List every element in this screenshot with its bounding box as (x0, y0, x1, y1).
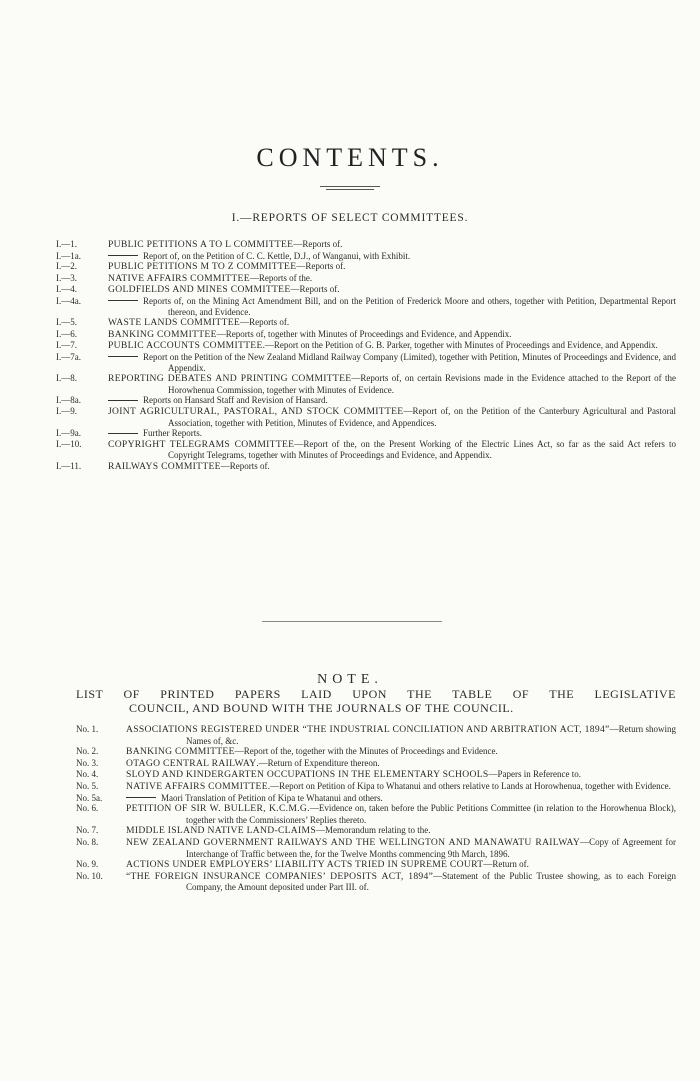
entry-description: Report of, on the Petition of C. C. Kettle, D.J., of Wanganui, with Exhibit. (143, 250, 411, 261)
entry-text (126, 758, 676, 770)
entry-title: REPORTING DEBATES AND PRINTING COMMITTEE (108, 373, 352, 385)
contents-entry (56, 296, 676, 317)
paper-entry (76, 871, 676, 893)
list-heading (76, 687, 676, 715)
entry-title: PUBLIC PETITIONS A TO L COMMITTEE (108, 239, 294, 250)
entry-code: I.—9. (56, 405, 77, 416)
entry-title: NATIVE AFFAIRS COMMITTEE (126, 780, 268, 792)
entry-text (126, 781, 676, 793)
entry-code: I.—10. (56, 438, 82, 449)
entry-title: BANKING COMMITTEE (126, 746, 235, 758)
entry-title: SLOYD AND KINDERGARTEN OCCUPATIONS IN THE ELEMENTARY SCHOOLS (126, 769, 489, 781)
paper-entry (76, 825, 676, 837)
paper-entry (76, 769, 676, 781)
entry-title: BANKING COMMITTEE (108, 328, 217, 340)
entry-code: No. 1. (76, 724, 99, 734)
entry-title: PETITION OF SIR W. BULLER, K.C.M.G. (126, 803, 310, 815)
ditto-dash (108, 356, 138, 357)
paper-entry (76, 859, 676, 871)
entry-title: ACTIONS UNDER EMPLOYERS’ LIABILITY ACTS TRIED IN SUPREME COURT (126, 859, 484, 871)
section-heading: I.—REPORTS OF SELECT COMMITTEES. (231, 212, 469, 224)
entry-text (108, 284, 676, 296)
entry-code: I.—8. (56, 373, 77, 384)
entry-code: No. 5. (76, 780, 99, 791)
entry-code: No. 4. (76, 769, 99, 780)
entry-title: NATIVE AFFAIRS COMMITTEE (108, 272, 250, 284)
entry-title: MIDDLE ISLAND NATIVE LAND-CLAIMS (126, 825, 316, 837)
entry-text (108, 296, 676, 317)
entry-description: —Evidence on, taken before the Public Petitions Committee (in relation to the Horowhenua Block), together with the Commissioners’ Replies thereto. (186, 803, 676, 825)
entry-description: —Return showing Names of, &c. (186, 724, 677, 746)
entry-text (126, 803, 676, 825)
entry-code: I.—9a. (56, 428, 81, 439)
entry-title: GOLDFIELDS AND MINES COMMITTEE (108, 284, 291, 296)
entry-text (108, 428, 676, 439)
paper-entry (76, 724, 676, 746)
entry-text (126, 746, 676, 758)
entry-description: —Reports of. (220, 460, 270, 471)
entry-text (126, 724, 676, 746)
entry-text (108, 373, 676, 395)
entry-code: I.—4. (56, 284, 77, 295)
entry-code: No. 3. (76, 757, 99, 768)
entry-title: NEW ZEALAND GOVERNMENT RAILWAYS AND THE WELLINGTON AND MANAWATU RAILWAY (126, 836, 581, 848)
contents-entry (56, 373, 676, 395)
ditto-dash (108, 400, 138, 401)
paper-entry (76, 803, 676, 825)
entry-code: No. 5a. (76, 792, 103, 803)
entry-description: —Statement of the Public Trustee showing, as to each Foreign Company, the Amount deposited under Part III. of. (186, 870, 676, 893)
entry-text (126, 793, 676, 804)
entry-description: —Reports of, together with Minutes of Proceedings and Evidence, and Appendix. (216, 328, 512, 339)
entry-text (126, 769, 676, 781)
entry-text (108, 461, 676, 473)
ditto-dash (126, 797, 156, 798)
contents-entry (56, 284, 676, 296)
entry-code: No. 9. (76, 859, 99, 870)
entry-description: —Reports of. (290, 284, 340, 295)
entry-code: No. 8. (76, 836, 99, 847)
contents-entry (56, 461, 676, 473)
contents-entry (56, 439, 676, 461)
entry-text (126, 837, 676, 859)
entry-title: “THE FOREIGN INSURANCE COMPANIES’ DEPOSITS ACT, 1894” (126, 870, 434, 882)
list-heading-line-2: COUNCIL, AND BOUND WITH THE JOURNALS OF THE COUNCIL. (129, 701, 514, 715)
entry-text (108, 352, 676, 373)
entry-text (108, 340, 676, 352)
entry-description: Report on the Petition of the New Zealand Midland Railway Company (Limited), together with Petition, Minutes of Proceedings and Evidence, and Appendix. (143, 351, 676, 373)
contents-entry (56, 251, 676, 262)
entry-title: PUBLIC PETITIONS M TO Z COMMITTEE (108, 261, 297, 273)
contents-entry (56, 428, 676, 439)
entry-text (126, 871, 676, 893)
entry-description: —Copy of Agreement for Interchange of Traffic between the, for the Twelve Months commencing 9th March, 1896. (186, 836, 677, 859)
entry-code: No. 2. (76, 746, 99, 757)
contents-entry (56, 395, 676, 406)
entry-description: —Reports of. (240, 317, 290, 328)
paper-entry (76, 837, 676, 859)
entry-code: I.—4a. (56, 295, 81, 306)
entry-description: —Reports of, on certain Revisions made in the Evidence attached to the Report of the Horowhenua Commission, together with Minutes of Evidence. (168, 373, 676, 395)
entry-text (108, 239, 676, 251)
entry-description: —Memorandum relating to the. (316, 825, 431, 836)
contents-entry (56, 406, 676, 428)
entry-description: .—Return of Expenditure thereon. (256, 757, 380, 768)
entry-description: —Return of. (483, 859, 529, 870)
contents-entry (56, 261, 676, 273)
entry-text (108, 439, 676, 461)
section-divider (262, 621, 442, 622)
title-rule (320, 186, 380, 187)
contents-entry (56, 273, 676, 285)
contents-list (56, 239, 676, 472)
entry-description: —Report of the, on the Present Working of the Electric Lines Act, so far as the said Act refers to Copyright Telegrams, together with Minutes of Proceedings and Evidence, and Appendix. (168, 438, 677, 461)
paper-entry (76, 746, 676, 758)
entry-code: I.—2. (56, 261, 77, 272)
entry-title: COPYRIGHT TELEGRAMS COMMITTEE (108, 438, 295, 450)
note-heading: NOTE. (317, 672, 383, 687)
entry-description: Reports on Hansard Staff and Revision of Hansard. (143, 395, 328, 406)
contents-entry (56, 317, 676, 329)
entry-description: —Reports of. (293, 239, 343, 249)
entry-description: .—Report on Petition of Kipa to Whatanui and others relative to Lands at Horowhenua, together with Evidence. (267, 780, 671, 791)
entry-description: —Reports of the. (249, 272, 313, 283)
entry-code: I.—6. (56, 328, 77, 339)
ditto-dash (108, 433, 138, 434)
entry-text (126, 825, 676, 837)
entry-text (108, 261, 676, 273)
entry-code: No. 10. (76, 870, 103, 881)
ditto-dash (108, 300, 138, 301)
entry-text (108, 329, 676, 341)
list-heading-line-1: LIST OF PRINTED PAPERS LAID UPON THE TABLE OF THE LEGISLATIVE (76, 687, 676, 701)
entry-code: No. 7. (76, 825, 99, 836)
entry-text (108, 273, 676, 285)
entry-code: I.—1a. (56, 250, 81, 261)
entry-title: WASTE LANDS COMMITTEE (108, 317, 241, 329)
entry-title: PUBLIC ACCOUNTS COMMITTEE (108, 340, 263, 352)
paper-entry (76, 793, 676, 804)
entry-description: —Reports of. (296, 261, 346, 272)
entry-text (108, 406, 676, 428)
entry-code: I.—1. (56, 239, 77, 249)
entry-description: Maori Translation of Petition of Kipa te Whatanui and others. (161, 792, 383, 803)
entry-code: I.—8a. (56, 395, 81, 406)
entry-title: OTAGO CENTRAL RAILWAY (126, 757, 257, 769)
contents-entry (56, 352, 676, 373)
contents-entry (56, 239, 676, 251)
entry-text (108, 395, 676, 406)
entry-code: I.—11. (56, 460, 82, 471)
entry-code: I.—7. (56, 340, 77, 351)
entry-description: —Report of the, together with the Minutes of Proceedings and Evidence. (234, 746, 498, 757)
paper-entry (76, 758, 676, 770)
entry-code: No. 6. (76, 803, 99, 814)
entry-code: I.—5. (56, 317, 77, 328)
entry-description: Further Reports. (143, 428, 202, 439)
entry-description: Reports of, on the Mining Act Amendment Bill, and on the Petition of Frederick Moore and others, together with Petition, Departmental Report thereon, and Evidence. (143, 295, 676, 317)
entry-code: I.—7a. (56, 351, 81, 362)
entry-title: ASSOCIATIONS REGISTERED UNDER “THE INDUSTRIAL CONCILIATION AND ARBITRATION ACT, 1894” (126, 724, 610, 735)
entry-text (126, 859, 676, 871)
entry-title: RAILWAYS COMMITTEE (108, 460, 221, 472)
entry-text (108, 251, 676, 262)
ditto-dash (108, 255, 138, 256)
papers-list (76, 724, 676, 893)
entry-description: .—Report on the Petition of G. B. Parker, together with Minutes of Proceedings and Evidence, and Appendix. (262, 340, 658, 351)
entry-code: I.—3. (56, 272, 77, 283)
contents-entry (56, 340, 676, 352)
page-title: CONTENTS. (256, 143, 444, 172)
entry-text (108, 317, 676, 329)
entry-description: —Papers in Reference to. (488, 769, 581, 780)
entry-description: —Report of, on the Petition of the Canterbury Agricultural and Pastoral Association, together with Petition, Minutes of Evidence, and Appendices. (168, 405, 676, 428)
paper-entry (76, 781, 676, 793)
entry-title: JOINT AGRICULTURAL, PASTORAL, AND STOCK COMMITTEE (108, 405, 404, 417)
title-rule-lower (326, 189, 374, 190)
contents-entry (56, 329, 676, 341)
